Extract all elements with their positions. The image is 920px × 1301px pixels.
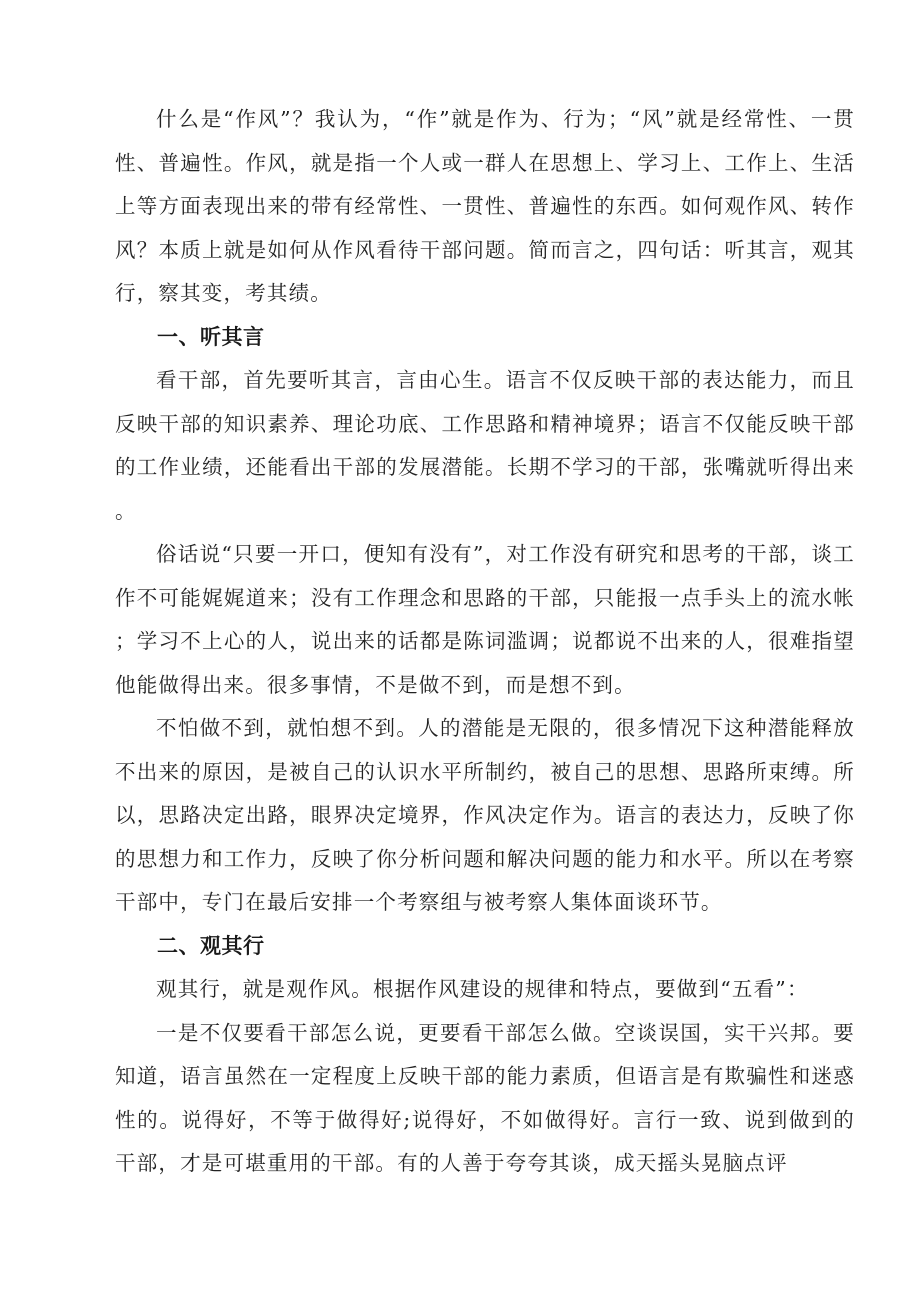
section-2-paragraph-2: 一是不仅要看干部怎么说，更要看干部怎么做。空谈误国，实干兴邦。要知道，语言虽然在一定程度上反映干部的能力素质，但语言是有欺骗性和迷惑性的。说得好，不等于做得好;说得好，不如做得好。言行一致、说到做到的干部，才是可堪重用的干部。有的人善于夸夸其谈，成天摇头晃脑点评 bbox=[115, 1020, 855, 1175]
section-1-paragraph-3: 不怕做不到，就怕想不到。人的潜能是无限的，很多情况下这种潜能释放不出来的原因，是被自己的认识水平所制约，被自己的思想、思路所束缚。所以，思路决定出路，眼界决定境界，作风决定作为。语言的表达力，反映了你的思想力和工作力，反映了你分析问题和解决问题的能力和水平。所以在考察干部中，专门在最后安排一个考察组与被考察人集体面谈环节。 bbox=[115, 716, 855, 914]
section-heading-observe: 二、观其行 bbox=[157, 933, 265, 958]
intro-paragraph: 什么是“作风”？我认为，“作”就是作为、行为；“风”就是经常性、一贯性、普遍性。作风，就是指一个人或一群人在思想上、学习上、工作上、生活上等方面表现出来的带有经常性、一贯性、普遍性的东西。如何观作风、转作风？本质上就是如何从作风看待干部问题。简而言之，四句话：听其言，观其行，察其变，考其绩。 bbox=[115, 107, 855, 305]
section-heading-listen: 一、听其言 bbox=[157, 324, 265, 349]
section-1-paragraph-1: 看干部，首先要听其言，言由心生。语言不仅反映干部的表达能力，而且反映干部的知识素养、理论功底、工作思路和精神境界；语言不仅能反映干部的工作业绩，还能看出干部的发展潜能。长期不学习的干部，张嘴就听得出来。 bbox=[115, 368, 855, 523]
section-1-paragraph-2: 俗话说“只要一开口，便知有没有”，对工作没有研究和思考的干部，谈工作不可能娓娓道来；没有工作理念和思路的干部，只能报一点手头上的流水帐；学习不上心的人，说出来的话都是陈词滥调；说都说不出来的人，很难指望他能做得出来。很多事情，不是做不到，而是想不到。 bbox=[115, 542, 855, 697]
document-body bbox=[115, 98, 855, 1186]
section-2-paragraph-1: 观其行，就是观作风。根据作风建设的规律和特点，要做到“五看”： bbox=[156, 977, 809, 1001]
